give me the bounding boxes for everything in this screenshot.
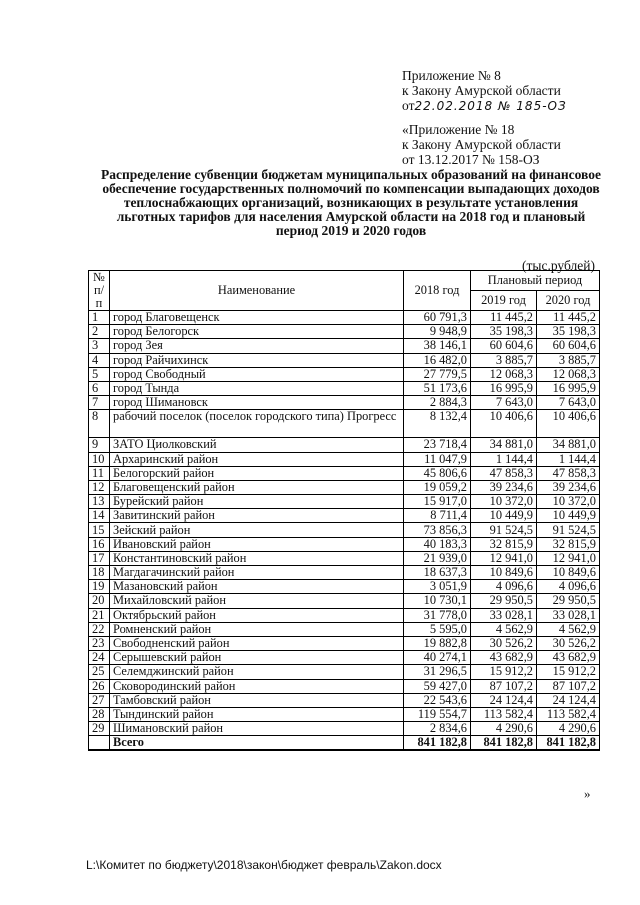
value-2020: 4 096,6 xyxy=(537,580,600,594)
row-number: 26 xyxy=(89,679,110,693)
municipality-name: Ромненский район xyxy=(110,622,404,636)
row-number: 9 xyxy=(89,438,110,452)
value-2020: 4 290,6 xyxy=(537,722,600,736)
row-number: 5 xyxy=(89,367,110,381)
table-row xyxy=(89,594,600,608)
value-2019: 12 941,0 xyxy=(471,551,537,565)
value-2019: 24 124,4 xyxy=(471,693,537,707)
value-2020: 39 234,6 xyxy=(537,480,600,494)
value-2020: 11 445,2 xyxy=(537,311,600,325)
value-2018: 73 856,3 xyxy=(404,523,471,537)
table-row xyxy=(89,722,600,736)
value-2020: 1 144,4 xyxy=(537,452,600,466)
municipality-name: Селемджинский район xyxy=(110,665,404,679)
prev-law-reference: к Закону Амурской области xyxy=(402,137,561,152)
row-number: 23 xyxy=(89,636,110,650)
municipality-name: Сковородинский район xyxy=(110,679,404,693)
value-2019: 34 881,0 xyxy=(471,438,537,452)
municipality-name: Магдагачинский район xyxy=(110,566,404,580)
value-2019: 15 912,2 xyxy=(471,665,537,679)
table-row xyxy=(89,452,600,466)
table-row xyxy=(89,495,600,509)
value-2020: 4 562,9 xyxy=(537,622,600,636)
value-2020: 10 372,0 xyxy=(537,495,600,509)
value-2020: 24 124,4 xyxy=(537,693,600,707)
value-2018: 2 834,6 xyxy=(404,722,471,736)
value-2018: 11 047,9 xyxy=(404,452,471,466)
table-row xyxy=(89,438,600,452)
value-2018: 10 730,1 xyxy=(404,594,471,608)
value-2019: 10 849,6 xyxy=(471,566,537,580)
value-2020: 32 815,9 xyxy=(537,537,600,551)
row-number: 11 xyxy=(89,466,110,480)
value-2020: 91 524,5 xyxy=(537,523,600,537)
value-2018: 21 939,0 xyxy=(404,551,471,565)
value-2019: 29 950,5 xyxy=(471,594,537,608)
value-2018: 5 595,0 xyxy=(404,622,471,636)
municipality-name: Шимановский район xyxy=(110,722,404,736)
table-row xyxy=(89,367,600,381)
row-number: 28 xyxy=(89,707,110,721)
unit-label: (тыс.рублей) xyxy=(522,258,595,273)
value-2018: 23 718,4 xyxy=(404,438,471,452)
value-2020: 30 526,2 xyxy=(537,636,600,650)
value-2018: 2 884,3 xyxy=(404,396,471,410)
municipality-name: Свободненский район xyxy=(110,636,404,650)
row-number: 1 xyxy=(89,311,110,325)
municipality-name: Мазановский район xyxy=(110,580,404,594)
file-path-footer: L:\Комитет по бюджету\2018\закон\бюджет февраль\Zakon.docx xyxy=(86,858,442,872)
table-row xyxy=(89,707,600,721)
row-number: 20 xyxy=(89,594,110,608)
table-row xyxy=(89,353,600,367)
prev-law-date: от 13.12.2017 № 158-ОЗ xyxy=(402,152,540,167)
table-row xyxy=(89,480,600,494)
value-2019: 4 096,6 xyxy=(471,580,537,594)
row-number: 8 xyxy=(89,410,110,438)
value-2020: 34 881,0 xyxy=(537,438,600,452)
value-2019: 43 682,9 xyxy=(471,651,537,665)
value-2019: 4 290,6 xyxy=(471,722,537,736)
value-2020: 3 885,7 xyxy=(537,353,600,367)
row-number: 6 xyxy=(89,381,110,395)
value-2020: 12 941,0 xyxy=(537,551,600,565)
prev-appendix-number: «Приложение № 18 xyxy=(402,122,515,137)
table-row xyxy=(89,537,600,551)
value-2019: 16 995,9 xyxy=(471,381,537,395)
row-number: 13 xyxy=(89,495,110,509)
value-2020: 29 950,5 xyxy=(537,594,600,608)
municipality-name: город Зея xyxy=(110,339,404,353)
value-2020: 113 582,4 xyxy=(537,707,600,721)
row-number: 18 xyxy=(89,566,110,580)
row-number: 2 xyxy=(89,325,110,339)
value-2018: 22 543,6 xyxy=(404,693,471,707)
table-row xyxy=(89,636,600,650)
municipality-name: ЗАТО Циолковский xyxy=(110,438,404,452)
col-header-name: Наименование xyxy=(110,271,404,311)
municipality-name: Ивановский район xyxy=(110,537,404,551)
municipality-name: рабочий поселок (поселок городского типа) Прогресс xyxy=(110,410,404,438)
row-number: 10 xyxy=(89,452,110,466)
col-header-2019: 2019 год xyxy=(471,291,537,311)
row-number: 22 xyxy=(89,622,110,636)
municipality-name: Благовещенский район xyxy=(110,480,404,494)
value-2018: 31 296,5 xyxy=(404,665,471,679)
municipality-name: Тындинский район xyxy=(110,707,404,721)
municipality-name: Бурейский район xyxy=(110,495,404,509)
value-2018: 8 132,4 xyxy=(404,410,471,438)
value-2019: 113 582,4 xyxy=(471,707,537,721)
total-row xyxy=(89,736,600,751)
value-2020: 43 682,9 xyxy=(537,651,600,665)
total-label: Всего xyxy=(110,736,404,751)
municipality-name: Серышевский район xyxy=(110,651,404,665)
value-2020: 16 995,9 xyxy=(537,381,600,395)
row-number: 29 xyxy=(89,722,110,736)
value-2018: 9 948,9 xyxy=(404,325,471,339)
value-2020: 87 107,2 xyxy=(537,679,600,693)
value-2018: 18 637,3 xyxy=(404,566,471,580)
total-empty-cell xyxy=(89,736,110,751)
col-header-2020: 2020 год xyxy=(537,291,600,311)
row-number: 3 xyxy=(89,339,110,353)
col-header-plan-period: Плановый период xyxy=(471,271,600,291)
table-row xyxy=(89,551,600,565)
value-2019: 87 107,2 xyxy=(471,679,537,693)
row-number: 16 xyxy=(89,537,110,551)
value-2019: 3 885,7 xyxy=(471,353,537,367)
municipality-name: город Свободный xyxy=(110,367,404,381)
municipality-name: город Белогорск xyxy=(110,325,404,339)
municipality-name: Михайловский район xyxy=(110,594,404,608)
municipality-name: город Тында xyxy=(110,381,404,395)
row-number: 27 xyxy=(89,693,110,707)
value-2020: 47 858,3 xyxy=(537,466,600,480)
value-2018: 45 806,6 xyxy=(404,466,471,480)
value-2020: 35 198,3 xyxy=(537,325,600,339)
municipality-name: город Благовещенск xyxy=(110,311,404,325)
municipality-name: Константиновский район xyxy=(110,551,404,565)
row-number: 19 xyxy=(89,580,110,594)
table-row xyxy=(89,325,600,339)
table-row xyxy=(89,466,600,480)
row-number: 12 xyxy=(89,480,110,494)
table-row xyxy=(89,693,600,707)
table-row xyxy=(89,665,600,679)
total-2018: 841 182,8 xyxy=(404,736,471,751)
subvention-table xyxy=(88,270,600,751)
row-number: 25 xyxy=(89,665,110,679)
value-2018: 38 146,1 xyxy=(404,339,471,353)
closing-quote: » xyxy=(584,786,591,801)
row-number: 7 xyxy=(89,396,110,410)
municipality-name: Архаринский район xyxy=(110,452,404,466)
table-row xyxy=(89,396,600,410)
document-title: Распределение субвенции бюджетам муниципальных образований на финансовое обеспечение государственных полномочий по компенсации выпадающих доходов теплоснабжающих организаций, возникающих в результате установления льготных тарифов для населения Амурской области на 2018 год и плановый период 2019 и 2020 годов xyxy=(101,167,601,238)
value-2018: 3 051,9 xyxy=(404,580,471,594)
value-2019: 7 643,0 xyxy=(471,396,537,410)
row-number: 24 xyxy=(89,651,110,665)
municipality-name: Тамбовский район xyxy=(110,693,404,707)
value-2018: 19 059,2 xyxy=(404,480,471,494)
row-number: 4 xyxy=(89,353,110,367)
value-2018: 15 917,0 xyxy=(404,495,471,509)
value-2019: 30 526,2 xyxy=(471,636,537,650)
value-2019: 91 524,5 xyxy=(471,523,537,537)
value-2019: 10 406,6 xyxy=(471,410,537,438)
value-2019: 12 068,3 xyxy=(471,367,537,381)
value-2019: 11 445,2 xyxy=(471,311,537,325)
value-2018: 119 554,7 xyxy=(404,707,471,721)
municipality-name: город Райчихинск xyxy=(110,353,404,367)
value-2020: 15 912,2 xyxy=(537,665,600,679)
value-2020: 60 604,6 xyxy=(537,339,600,353)
col-header-number: № п/п xyxy=(89,271,110,311)
value-2020: 33 028,1 xyxy=(537,608,600,622)
appendix-number: Приложение № 8 xyxy=(402,68,501,83)
row-number: 14 xyxy=(89,509,110,523)
value-2018: 8 711,4 xyxy=(404,509,471,523)
table-row xyxy=(89,410,600,438)
table-row xyxy=(89,580,600,594)
row-number: 21 xyxy=(89,608,110,622)
value-2020: 7 643,0 xyxy=(537,396,600,410)
row-number: 15 xyxy=(89,523,110,537)
value-2019: 47 858,3 xyxy=(471,466,537,480)
law-reference: к Закону Амурской области xyxy=(402,83,561,98)
value-2018: 27 779,5 xyxy=(404,367,471,381)
table-row xyxy=(89,339,600,353)
table-row xyxy=(89,381,600,395)
value-2019: 10 449,9 xyxy=(471,509,537,523)
value-2020: 10 406,6 xyxy=(537,410,600,438)
table-row xyxy=(89,566,600,580)
col-header-2018: 2018 год xyxy=(404,271,471,311)
table-row xyxy=(89,523,600,537)
value-2020: 10 849,6 xyxy=(537,566,600,580)
value-2018: 19 882,8 xyxy=(404,636,471,650)
table-row xyxy=(89,311,600,325)
table-row xyxy=(89,509,600,523)
previous-appendix-header xyxy=(402,122,561,167)
municipality-name: Зейский район xyxy=(110,523,404,537)
total-2020: 841 182,8 xyxy=(537,736,600,751)
municipality-name: Октябрьский район xyxy=(110,608,404,622)
value-2019: 39 234,6 xyxy=(471,480,537,494)
value-2018: 59 427,0 xyxy=(404,679,471,693)
municipality-name: город Шимановск xyxy=(110,396,404,410)
row-number: 17 xyxy=(89,551,110,565)
value-2019: 4 562,9 xyxy=(471,622,537,636)
table-row xyxy=(89,608,600,622)
appendix-header xyxy=(402,68,567,114)
municipality-name: Завитинский район xyxy=(110,509,404,523)
table-body xyxy=(89,311,600,751)
value-2019: 10 372,0 xyxy=(471,495,537,509)
value-2018: 60 791,3 xyxy=(404,311,471,325)
value-2019: 33 028,1 xyxy=(471,608,537,622)
value-2020: 10 449,9 xyxy=(537,509,600,523)
total-2019: 841 182,8 xyxy=(471,736,537,751)
value-2019: 60 604,6 xyxy=(471,339,537,353)
value-2018: 31 778,0 xyxy=(404,608,471,622)
value-2019: 1 144,4 xyxy=(471,452,537,466)
law-date: от22.02.2018 № 185-ОЗ xyxy=(402,98,567,113)
value-2018: 40 274,1 xyxy=(404,651,471,665)
table-row xyxy=(89,622,600,636)
value-2018: 51 173,6 xyxy=(404,381,471,395)
table-row xyxy=(89,679,600,693)
value-2020: 12 068,3 xyxy=(537,367,600,381)
municipality-name: Белогорский район xyxy=(110,466,404,480)
value-2018: 40 183,3 xyxy=(404,537,471,551)
value-2019: 35 198,3 xyxy=(471,325,537,339)
value-2018: 16 482,0 xyxy=(404,353,471,367)
handwritten-date: 22.02.2018 № 185-ОЗ xyxy=(414,99,567,113)
table-row xyxy=(89,651,600,665)
value-2019: 32 815,9 xyxy=(471,537,537,551)
